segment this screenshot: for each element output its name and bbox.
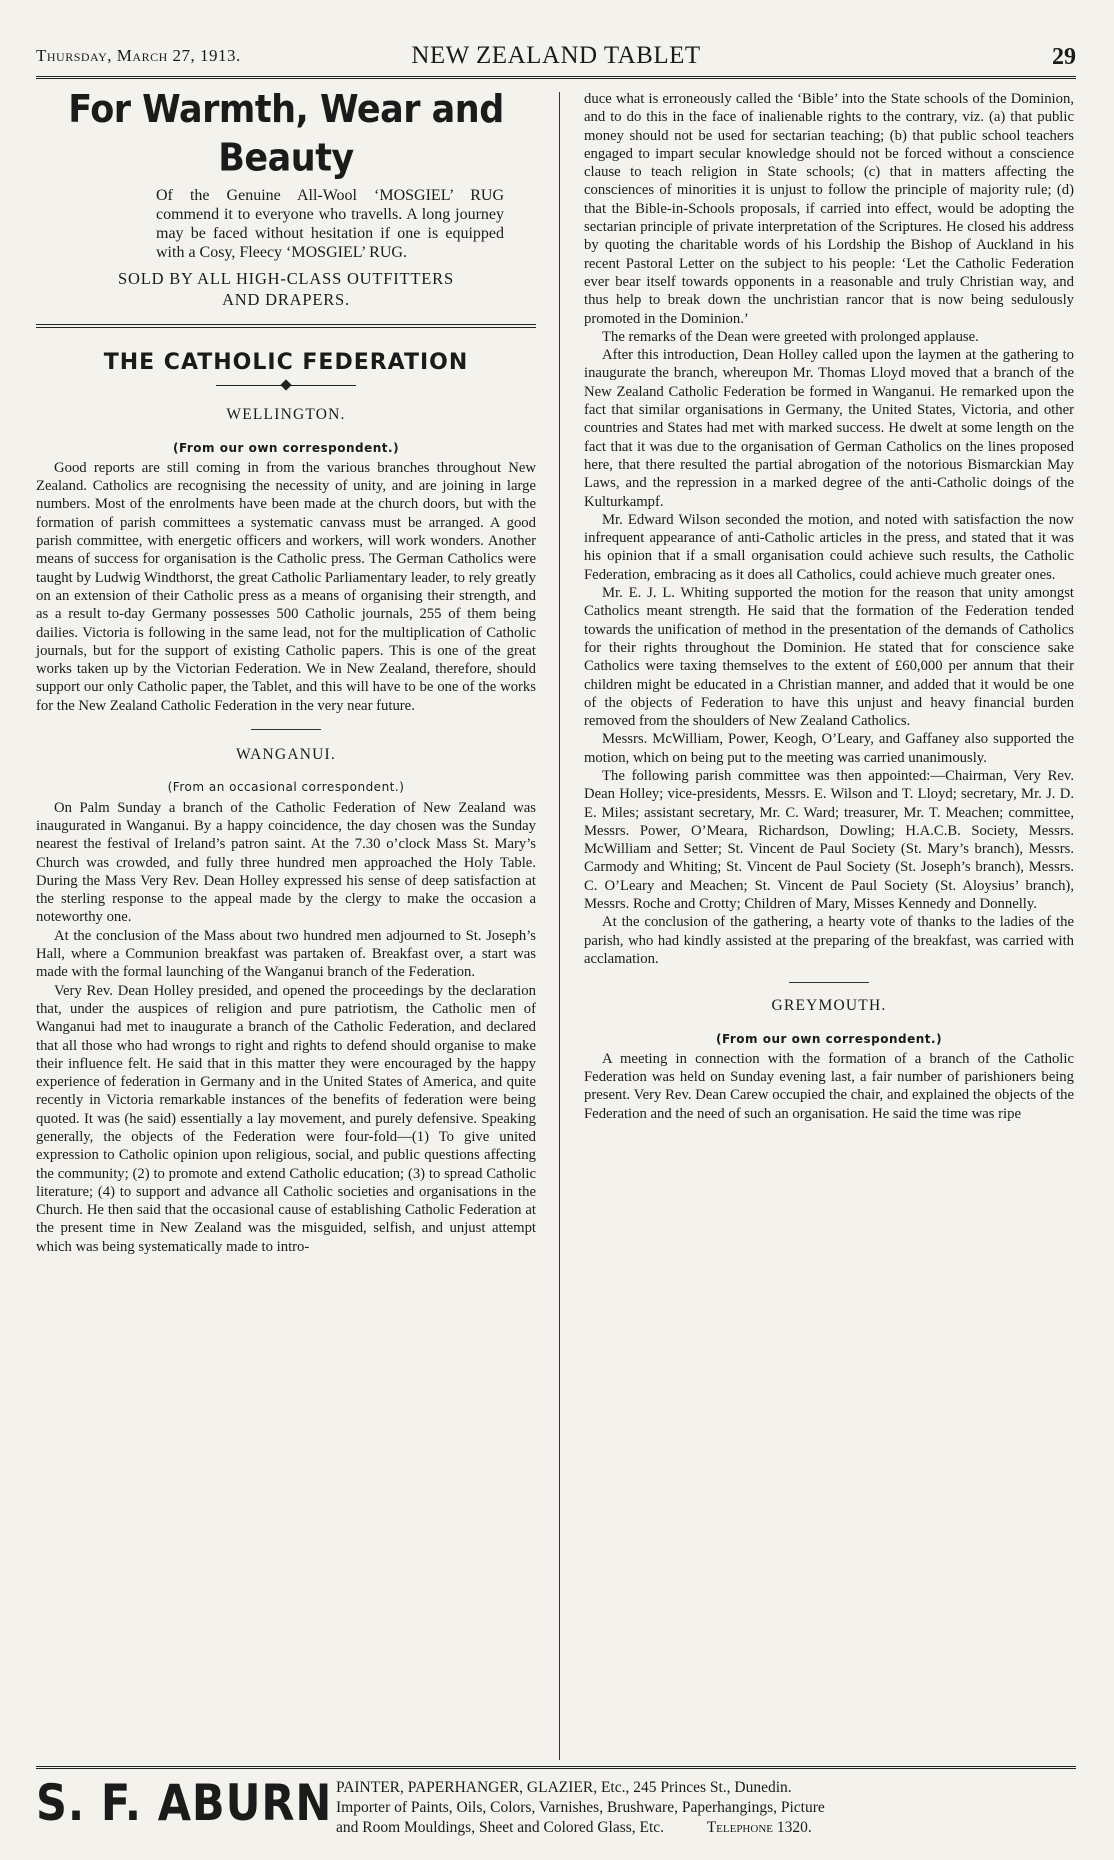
article-paragraph: Messrs. McWilliam, Power, Keogh, O’Leary, and Gaffaney also supported the motion, which on being put to the meeting was carried unanimously. xyxy=(584,731,1074,766)
aburn-line-2: Importer of Paints, Oils, Colors, Varnishes, Brushware, Paperhangings, Picture xyxy=(336,1799,825,1816)
aburn-phone: Telephone 1320. xyxy=(706,1819,812,1836)
title-ornament xyxy=(36,380,536,392)
aburn-line-1: PAINTER, PAPERHANGER, GLAZIER, Etc., 245 Princes St., Dunedin. xyxy=(336,1779,792,1796)
newspaper-title: NEW ZEALAND TABLET xyxy=(411,42,701,69)
mosgiel-ad-headline: For Warmth, Wear and Beauty xyxy=(68,87,504,181)
sold-line-1: SOLD BY ALL HIGH-CLASS OUTFITTERS xyxy=(118,269,454,288)
mosgiel-ad-sold-line xyxy=(36,268,536,310)
aburn-line-3: and Room Mouldings, Sheet and Colored Glass, Etc. xyxy=(336,1819,665,1836)
article-paragraph: The following parish committee was then appointed:—Chairman, Very Rev. Dean Holley; vice-presidents, Messrs. E. Wilson and T. Lloyd; secretary, Mr. J. D. E. Miles; assistant secretary, Mr. C. Ward; treasurer, Mr. T. Meachen; committee, Messrs. Power, O’Meara, Richardson, Dowling; H.A.C.B. Society, Messrs. McWilliam and Setter; St. Vincent de Paul Society (St. Mary’s branch), Messrs. Carmody and Whiting; St. Vincent de Paul Society (St. Joseph’s branch), Messrs. C. O’Leary and Meachen; St. Vincent de Paul Society (St. Aloysius’ branch), Messrs. Roche and Crotty; Children of Mary, Misses Kennedy and Donnelly. xyxy=(584,767,1074,913)
left-column xyxy=(36,87,536,1256)
column-divider xyxy=(559,92,560,1760)
article-paragraph: On Palm Sunday a branch of the Catholic Federation of New Zealand was inaugurated in Wanganui. By a happy coincidence, the day chosen was the Sunday nearest the festival of Ireland’s patron saint. At the 7.30 o’clock Mass St. Mary’s Church was crowded, and fully three hundred men approached the Holy Table. During the Mass Very Rev. Dean Holley expressed his sense of deep satisfaction at the sterling response to the appeal made by the clergy to make the occasion a noteworthy one. xyxy=(36,799,536,926)
article-paragraph: Mr. E. J. L. Whiting supported the motion for the reason that unity amongst Catholics meant strength. He said that the formation of the Federation tended towards the unification of method in the presentation of the demands of Catholics for their rights throughout the Dominion. He stated that for conscience sake Catholics were taxing themselves to the extent of £60,000 per annum that their children might be educated in a Christian manner, and added that it would be one of the objects of Federation to have this unjust and heavy financial burden removed from the shoulders of New Zealand Catholics. xyxy=(584,585,1074,730)
article-paragraph-continued: duce what is erroneously called the ‘Bible’ into the State schools of the Dominion, and to do this in the face of inalienable rights to the contrary, viz. (a) that public money should not be used for sectarian teaching; (b) that public school teachers engaged to impart secular knowledge should not be forced without a conscience clause to teach religion in State schools; (c) that in matters affecting the consciences of minorities it is unjust to follow the principle of majority rule; (d) that the Bible-in-Schools proposals, if carried into effect, would be adopting the sectarian principle of private interpretation of the Scriptures. He closed his address by quoting the charitable words of his Lordship the Bishop of Auckland in his recent Pastoral Letter on the subject to his people: ‘Let the Catholic Federation ever bear itself towards opponents in a reasonable and truly Christian way, and thus help to break down the unchristian rancor that is now being sedulously promoted in the Dominion.’ xyxy=(584,91,1074,327)
dateline-wellington: WELLINGTON. xyxy=(226,406,346,424)
issue-date: Thursday, March 27, 1913. xyxy=(36,46,241,65)
short-divider xyxy=(251,729,321,730)
correspondent-note: (From our own correspondent.) xyxy=(172,440,400,455)
diamond-icon xyxy=(280,380,291,391)
aburn-details xyxy=(336,1778,1076,1838)
dateline-greymouth: GREYMOUTH. xyxy=(771,997,887,1015)
page-number: 29 xyxy=(1052,44,1076,70)
section-title: THE CATHOLIC FEDERATION xyxy=(103,350,469,375)
article-paragraph: Very Rev. Dean Holley presided, and opened the proceedings by the declaration that, under the auspices of religion and pure patriotism, the Catholic men of Wanganui had met to inaugurate a branch of the Catholic Federation, and declared that all those who had wrongs to right and rights to defend should organise to make their influence felt. He said that in this matter they were encouraged by the happy experience of federation in Germany and in the United States of America, and quite recently in Victoria remarkable instances of the benefits of federation were being quoted. It was (he said) essentially a lay movement, and purely defensive. Speaking generally, the objects of the Federation were four-fold—(1) To give united expression to Catholic opinion upon religious, social, and public questions affecting the community; (2) to promote and extend Catholic education; (3) to spread Catholic literature; (4) to support and advance all Catholic societies and organisations in the Church. He then said that the occasional cause of establishing Catholic Federation at the present time in New Zealand was the misguided, selfish, and unjust attempt which was being systematically made to intro- xyxy=(36,982,536,1255)
article-paragraph: The remarks of the Dean were greeted with prolonged applause. xyxy=(602,328,979,345)
masthead xyxy=(36,40,1076,79)
correspondent-note: (From our own correspondent.) xyxy=(715,1031,943,1046)
footer-separator xyxy=(36,1766,1076,1769)
article-paragraph: At the conclusion of the Mass about two hundred men adjourned to St. Joseph’s Hall, where a Communion breakfast was partaken of. Breakfast over, a start was made with the formal launching of the Wanganui branch of the Federation. xyxy=(36,927,536,981)
right-column xyxy=(584,90,1074,1123)
aburn-name: S. F. ABURN xyxy=(36,1774,333,1832)
sold-line-2: AND DRAPERS. xyxy=(222,290,350,309)
article-paragraph: Good reports are still coming in from the various branches throughout New Zealand. Catholics are recognising the necessity of unity, and are joining in large numbers. Most of the enrolments have been made at the church doors, but with the formation of parish committees a systematic canvass must be arranged. A good parish committee, with energetic officers and workers, will work wonders. Another means of success for organisation is the Catholic press. The German Catholics were taught by Ludwig Windthorst, the great Catholic Parliamentary leader, to rely greatly on an extension of their Catholic press as a means of organising their strength, and as a result to-day Germany possesses 500 Catholic journals, 255 of them being dailies. Victoria is following in the same lead, not for the multiplication of Catholic journals, but for the support of existing Catholic papers. This is one of the great works taken up by the Victorian Federation. We in New Zealand, therefore, should support our only Catholic paper, the Tablet, and this will have to be one of the works for the New Zealand Catholic Federation in the very near future. xyxy=(36,459,536,714)
article-paragraph: A meeting in connection with the formation of a branch of the Catholic Federation was held on Sunday evening last, a fair number of parishioners being present. Very Rev. Dean Carew occupied the chair, and explained the objects of the Federation and the need of such an organisation. He said the time was ripe xyxy=(584,1050,1074,1122)
section-separator xyxy=(36,324,536,328)
article-paragraph: After this introduction, Dean Holley called upon the laymen at the gathering to inaugurate the branch, whereupon Mr. Thomas Lloyd moved that a branch of the New Zealand Catholic Federation be formed in Wanganui. He remarked upon the fact that similar organisations in Germany, the United States, Victoria, and other countries and States had met with marked success. He dwelt at some length on the fact that it was due to the organisation of German Catholics on the lines proposed here, that there resulted the partial abrogation of the notorious Bismarckian May Laws, and the repression in a marked degree of the anti-Catholic doings of the Kulturkampf. xyxy=(584,347,1074,510)
aburn-advert xyxy=(36,1776,1076,1856)
mosgiel-ad-body: Of the Genuine All-Wool ‘MOSGIEL’ RUG commend it to everyone who travells. A long journey may be faced without hesitation if one is equipped with a Cosy, Fleecy ‘MOSGIEL’ RUG. xyxy=(156,187,504,261)
aburn-line-3-row xyxy=(336,1818,1076,1838)
article-paragraph: Mr. Edward Wilson seconded the motion, and noted with satisfaction the now infrequent appearance of anti-Catholic articles in the press, and stated that it was his opinion that if a small organisation could achieve such results, the Catholic Federation, embracing as it does all Catholics, could achieve much greater ones. xyxy=(584,511,1074,583)
dateline-wanganui: WANGANUI. xyxy=(236,746,336,764)
short-divider xyxy=(789,982,869,983)
article-paragraph: At the conclusion of the gathering, a hearty vote of thanks to the ladies of the parish, who had kindly assisted at the preparing of the breakfast, was carried with acclamation. xyxy=(584,914,1074,967)
correspondent-note: (From an occasional correspondent.) xyxy=(167,780,405,795)
